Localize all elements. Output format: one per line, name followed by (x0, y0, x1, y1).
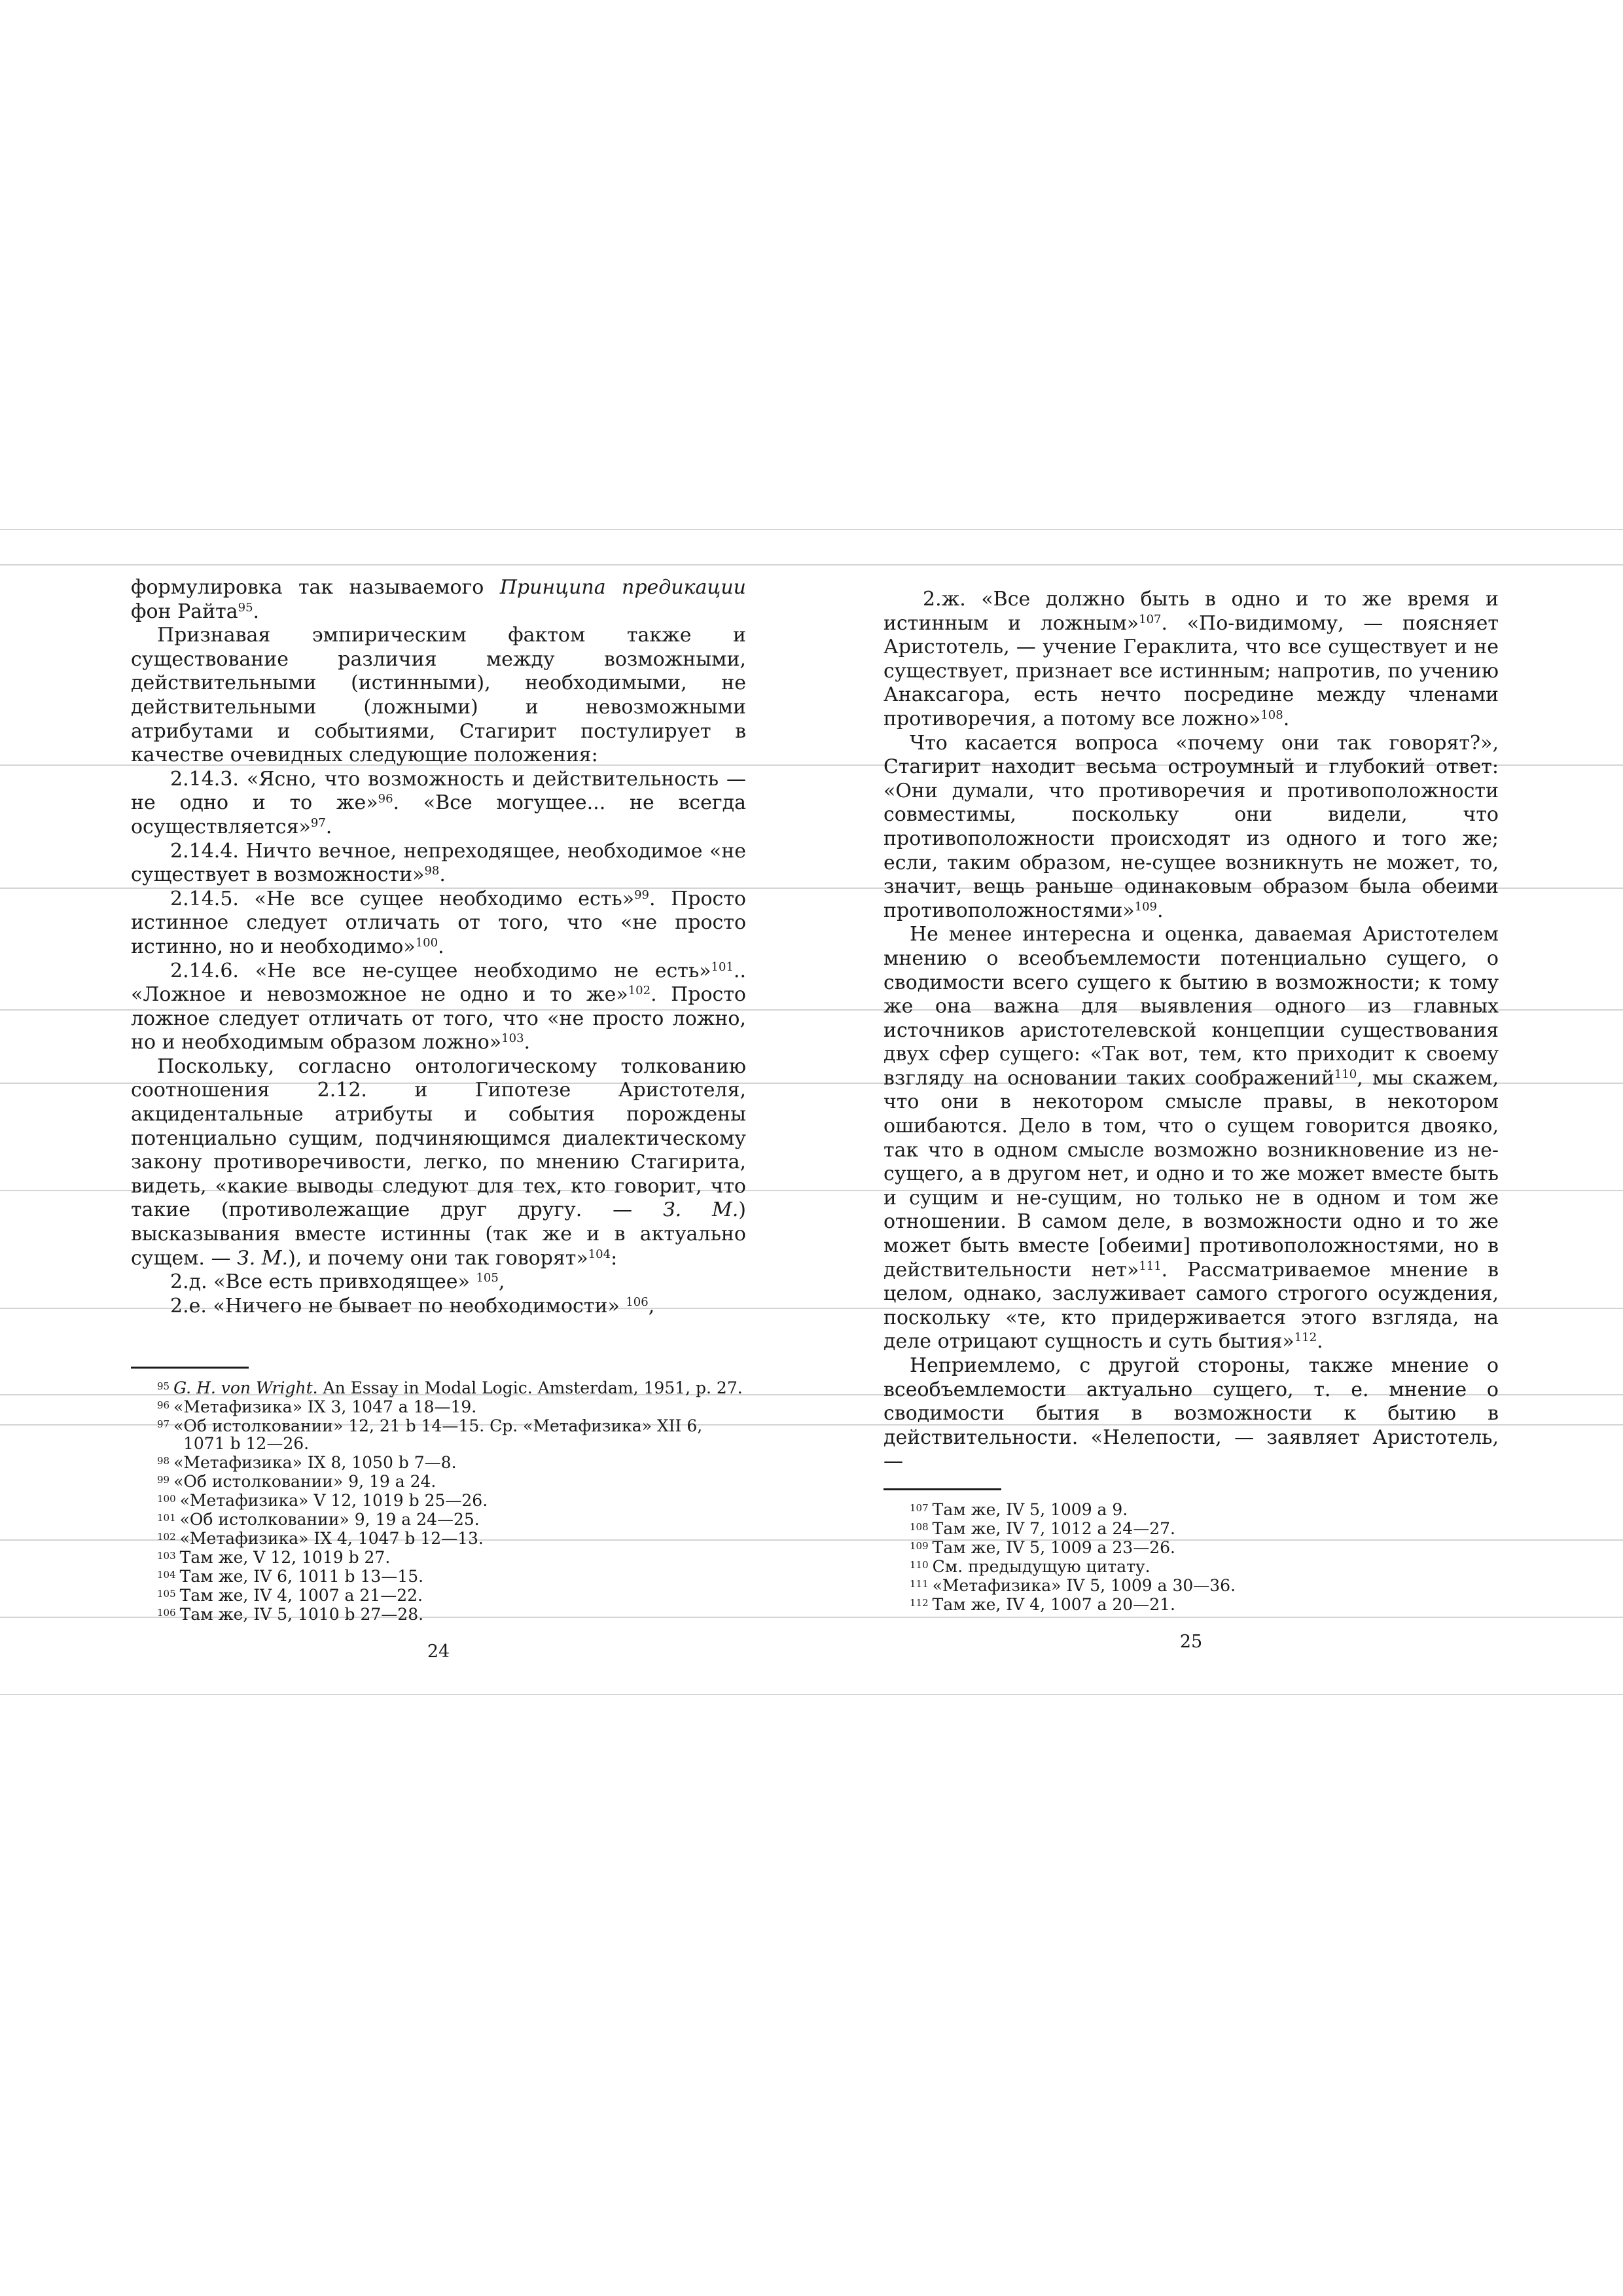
text: . Просто ложное следует отличать от того, что «не просто ложно, но и необходимым образом ложно» (131, 983, 746, 1054)
footnote-ref[interactable]: 98 (424, 864, 440, 878)
footnote-text: Там же, V 12, 1019 b 27. (179, 1548, 391, 1568)
footnote-ref[interactable]: 111 (1139, 1259, 1162, 1273)
text: Что касается вопроса «почему они так говорят?», Стагирит находит весьма остроумный и глубокий ответ: «Они думали, что противоречия и противоположности совместимы, поскольку они видели, что противоположности происходят из одного и того же; если, таким образом, не-сущее возникнуть не может, то, значит, вещь раньше одинаковым образом была обеими противоположностями» (883, 731, 1499, 922)
footnote-text: «Метафизика» V 12, 1019 b 25—26. (179, 1491, 488, 1511)
footnote-text: См. предыдущую цитату. (932, 1556, 1150, 1576)
footnote (883, 1499, 1499, 1518)
footnote-divider (131, 1367, 249, 1369)
footnote (883, 1575, 1499, 1594)
footnote-ref[interactable]: 101 (711, 960, 734, 974)
footnote (883, 1537, 1499, 1556)
scan-rule (0, 1694, 1623, 1695)
text: . «Все могущее... не всегда осуществляется» (131, 791, 746, 838)
scan-rule (0, 564, 1623, 565)
footnote-text: Там же, IV 6, 1011 b 13—15. (179, 1567, 424, 1587)
text: 2.14.4. Ничто вечное, непреходящее, необходимое «не существует в возможности» (131, 839, 746, 887)
footnote-ref[interactable]: 100 (415, 935, 438, 950)
footnote-ref[interactable]: 106 (626, 1295, 649, 1309)
footnote (131, 1452, 746, 1471)
text: Неприемлемо, с другой стороны, также мнение о всеобъемлемости актуально сущего, т. е. мнение о сводимости бытия в возможности к бытию в действительности. «Нелепости, — заявляет Аристотель, — (883, 1354, 1499, 1473)
paragraph (883, 1354, 1499, 1474)
scan-rule (0, 529, 1623, 530)
footnote-ref[interactable]: 104 (588, 1247, 611, 1261)
paragraph (131, 624, 746, 768)
footnote-number: 112 (910, 1596, 929, 1609)
footnote-ref[interactable]: 96 (378, 792, 393, 806)
left-footnotes (131, 1378, 746, 1623)
page-number: 24 (427, 1641, 450, 1662)
footnote (131, 1397, 746, 1416)
footnote-author: G. H. von Wright (173, 1378, 313, 1398)
paragraph: формулировка так называемого Принципа предикации фон Райта$^{95}$. (131, 576, 746, 623)
footnote (131, 1604, 746, 1623)
thesis-2-e: 2.е. «Ничего не бывает по необходимости» $^{106}$, (170, 1294, 655, 1318)
proposition-2-14-4: 2.14.4. Ничто вечное, непреходящее, необходимое «не существует в возможности»$^{98}$. (131, 839, 746, 887)
italic-term: Принципа предикации (499, 576, 746, 599)
footnote-ref[interactable]: 99 (634, 888, 649, 902)
initials: З. М. (662, 1198, 739, 1222)
footnote-number: 111 (910, 1577, 929, 1590)
page-number: 25 (1179, 1631, 1203, 1652)
footnote (131, 1509, 746, 1528)
footnote (131, 1378, 746, 1397)
footnote-ref[interactable]: 112 (1294, 1331, 1317, 1345)
footnote (883, 1594, 1499, 1613)
footnote (131, 1547, 746, 1566)
footnote-text: «Об истолковании» 12, 21 b 14—15. Ср. «Метафизика» XII 6, 1071 b 12—26. (173, 1416, 703, 1454)
footnote-text: . An Essay in Modal Logic. Amsterdam, 1951, p. 27. (312, 1378, 743, 1398)
paragraph: Поскольку, согласно онтологическому толкованию соотношения 2.12. и Гипотезе Аристотеля, акцидентальные атрибуты и события порождены потенциально сущим, подчиняющимся диалектическому закону противоречивости, легко, по мнению Стагирита, видеть, «какие выводы следуют для тех, кто говорит, что такие (противолежащие друг другу. — З. М.) высказывания вместе истинны (так же и в актуально сущем. — З. М.), и почему они так говорят»$^{104}$: (131, 1054, 746, 1270)
footnote-text: Там же, IV 7, 1012 a 24—27. (932, 1518, 1175, 1538)
footnote-text: «Метафизика» IX 8, 1050 b 7—8. (173, 1453, 457, 1473)
footnote-ref[interactable]: 97 (310, 816, 326, 830)
text: ) высказывания вместе истинны (так же и в актуально сущем. — (131, 1198, 746, 1270)
footnote-text: «Об истолковании» 9, 19 a 24—25. (179, 1510, 480, 1530)
text: 2.14.6. «Не все не-сущее необходимо не есть» (170, 959, 711, 982)
footnote-text: «Метафизика» IX 4, 1047 b 12—13. (179, 1529, 484, 1549)
initials: З. М. (237, 1246, 289, 1270)
footnote-text: «Об истолковании» 9, 19 a 24. (173, 1472, 437, 1492)
proposition-2-14-6: 2.14.6. «Не все не-сущее необходимо не есть»$^{101}$.. «Ложное и невозможное не одно и то же»$^{102}$. Просто ложное следует отличать от того, что «не просто ложно, но и необходимым образом ложно»$^{103}$. (131, 959, 746, 1054)
footnote (131, 1416, 746, 1452)
footnote (131, 1585, 746, 1604)
footnote-divider (883, 1488, 1001, 1490)
footnote (131, 1471, 746, 1490)
text: . «Ложное и невозможное не одно и то же» (131, 959, 746, 1007)
footnote-text: Там же, IV 4, 1007 a 21—22. (179, 1586, 423, 1605)
text: формулировка так называемого (131, 576, 500, 599)
left-page (131, 576, 746, 1662)
paragraph: Не менее интересна и оценка, даваемая Аристотелем мнению о всеобъемлемости потенциально сущего, о сводимости всего сущего к бытию в возможности; к тому же она важна для выявления одного из главных источников аристотелевской концепции существования двух сфер сущего: «Так вот, тем, кто приходит к своему взгляду на основании таких соображений$^{110}$, мы скажем, что они в некотором смысле правы, в некотором ошибаются. Дело в том, что о сущем говорится двояко, так что в одном смысле возможно возникновение из не-сущего, а в другом нет, и одно и то же может вместе быть и сущим и не-сущим, но только не в одном и том же отношении. В самом деле, в возможности одно и то же может быть вместе [обеими] противоположностями, но в действительности нет»$^{111}$. Рассматриваемое мнение в целом, однако, заслуживает самого строгого осуждения, поскольку «те, кто придерживается этого взгляда, на деле отрицают сущность и суть бытия»$^{112}$. (883, 923, 1499, 1354)
footnote-ref[interactable]: 110 (1334, 1067, 1357, 1081)
right-page (883, 588, 1499, 1652)
footnote-number: 97 (157, 1418, 170, 1431)
footnote-text: Там же, IV 5, 1009 a 9. (932, 1499, 1128, 1519)
footnote-text: «Метафизика» IX 3, 1047 a 18—19. (173, 1397, 477, 1417)
footnote-ref[interactable]: 102 (628, 984, 651, 998)
footnote (883, 1518, 1499, 1537)
footnote-ref[interactable]: 95 (238, 600, 253, 615)
right-footnotes (883, 1499, 1499, 1613)
text: . Рассматриваемое мнение в целом, однако, заслуживает самого строгого осуждения, поскольку «те, кто придерживается этого взгляда, на деле отрицают сущность и суть бытия» (883, 1258, 1499, 1354)
footnote-number: 101 (157, 1512, 176, 1524)
footnote-text: Там же, IV 5, 1009 a 23—26. (932, 1537, 1175, 1557)
text: 2.е. «Ничего не бывает по необходимости» (170, 1294, 620, 1318)
footnote-number: 104 (157, 1569, 176, 1581)
footnote-number: 100 (157, 1493, 176, 1505)
footnote (131, 1566, 746, 1585)
text: ), и почему они так говорят» (288, 1246, 588, 1270)
text: Не менее интересна и оценка, даваемая Аристотелем мнению о всеобъемлемости потенциально сущего, о сводимости всего сущего к бытию в возможности; к тому же она важна для выявления одного из главных источников аристотелевской концепции существования двух сфер сущего: «Так вот, тем, кто приходит к своему взгляду на основании таких соображений (883, 923, 1499, 1090)
text: , мы скажем, что они в некотором смысле правы, в некотором ошибаются. Дело в том, что о сущем говорится двояко, так что в одном смысле возможно возникновение из не-сущего, а в другом нет, и одно и то же может вместе быть и сущим и не-сущим, но только не в одном и том же отношении. В самом деле, в возможности одно и то же может быть вместе [обеими] противоположностями, но в действительности нет» (883, 1066, 1499, 1282)
footnote-number: 105 (157, 1588, 176, 1600)
footnote-ref[interactable]: 103 (501, 1031, 524, 1046)
footnote-ref[interactable]: 107 (1139, 612, 1162, 626)
footnote (883, 1556, 1499, 1575)
footnote-number: 99 (157, 1474, 170, 1486)
footnote-number: 102 (157, 1531, 176, 1543)
paragraph: Что касается вопроса «почему они так говорят?», Стагирит находит весьма остроумный и глубокий ответ: «Они думали, что противоречия и противоположности совместимы, поскольку они видели, что противоположности происходят из одного и того же; если, таким образом, не-сущее возникнуть не может, то, значит, вещь раньше одинаковым образом была обеими противоположностями»$^{109}$. (883, 731, 1499, 922)
footnote-text: «Метафизика» IV 5, 1009 a 30—36. (932, 1575, 1236, 1595)
footnote-text: Там же, IV 4, 1007 a 20—21. (932, 1594, 1175, 1614)
footnote-ref[interactable]: 109 (1134, 899, 1158, 914)
proposition-2-14-5: 2.14.5. «Не все сущее необходимо есть»$^{99}$. Просто истинное следует отличать от того, что «не просто истинно, но и необходимо»$^{100}$. (131, 887, 746, 958)
text: 2.14.3. «Ясно, что возможность и действительность — не одно и то же» (131, 767, 746, 815)
footnote-number: 98 (157, 1455, 170, 1467)
footnote-text: Там же, IV 5, 1010 b 27—28. (179, 1605, 424, 1624)
footnote (131, 1528, 746, 1547)
footnote-number: 106 (157, 1607, 176, 1619)
text: 2.ж. «Все должно быть в одно и то же время и истинным и ложным» (883, 588, 1499, 635)
footnote-number: 107 (910, 1501, 929, 1514)
text: Признавая эмпирическим фактом также и существование различия между возможными, действительными (истинными), необходимыми, не действительными (ложными) и невозможными атрибутами и событиями, Стагирит постулирует в качестве очевидных следующие положения: (131, 624, 746, 767)
footnote-ref[interactable]: 105 (476, 1271, 499, 1285)
footnote-number: 95 (157, 1380, 170, 1393)
footnote-number: 108 (910, 1520, 929, 1533)
text: Поскольку, согласно онтологическому толкованию соотношения 2.12. и Гипотезе Аристотеля, акцидентальные атрибуты и события порождены потенциально сущим, подчиняющимся диалектическому закону противоречивости, легко, по мнению Стагирита, видеть, «какие выводы следуют для тех, кто говорит, что такие (противолежащие друг другу. — (131, 1054, 746, 1222)
footnote-number: 109 (910, 1539, 929, 1552)
text: 2.14.5. «Не все сущее необходимо есть» (170, 887, 635, 910)
text: . Просто истинное следует отличать от того, что «не просто истинно, но и необходимо» (131, 887, 746, 958)
thesis-2-d: 2.д. «Все есть привходящее» $^{105}$, (170, 1270, 505, 1294)
text: фон Райта (131, 600, 238, 623)
proposition-2-14-3: 2.14.3. «Ясно, что возможность и действительность — не одно и то же»$^{96}$. «Все могущее... не всегда осуществляется»$^{97}$. (131, 767, 746, 838)
footnote (131, 1490, 746, 1509)
footnote-number: 96 (157, 1399, 170, 1412)
footnote-number: 110 (910, 1558, 929, 1571)
left-body (131, 576, 746, 1318)
text: 2.д. «Все есть привходящее» (170, 1270, 470, 1294)
thesis-2-zh: 2.ж. «Все должно быть в одно и то же время и истинным и ложным»$^{107}$. «По-видимому, — поясняет Аристотель, — учение Гераклита, что все существует и не существует, признает все истинным; напротив, по учению Анаксагора, есть нечто посредине между членами противоречия, а потому все ложно»$^{108}$. (883, 588, 1499, 730)
footnote-number: 103 (157, 1550, 176, 1562)
text: . «По-видимому, — поясняет Аристотель, — учение Гераклита, что все существует и не существует, признает все истинным; напротив, по учению Анаксагора, есть нечто посредине между членами противоречия, а потому все ложно» (883, 611, 1499, 730)
right-body (883, 588, 1499, 1474)
footnote-ref[interactable]: 108 (1260, 708, 1283, 722)
